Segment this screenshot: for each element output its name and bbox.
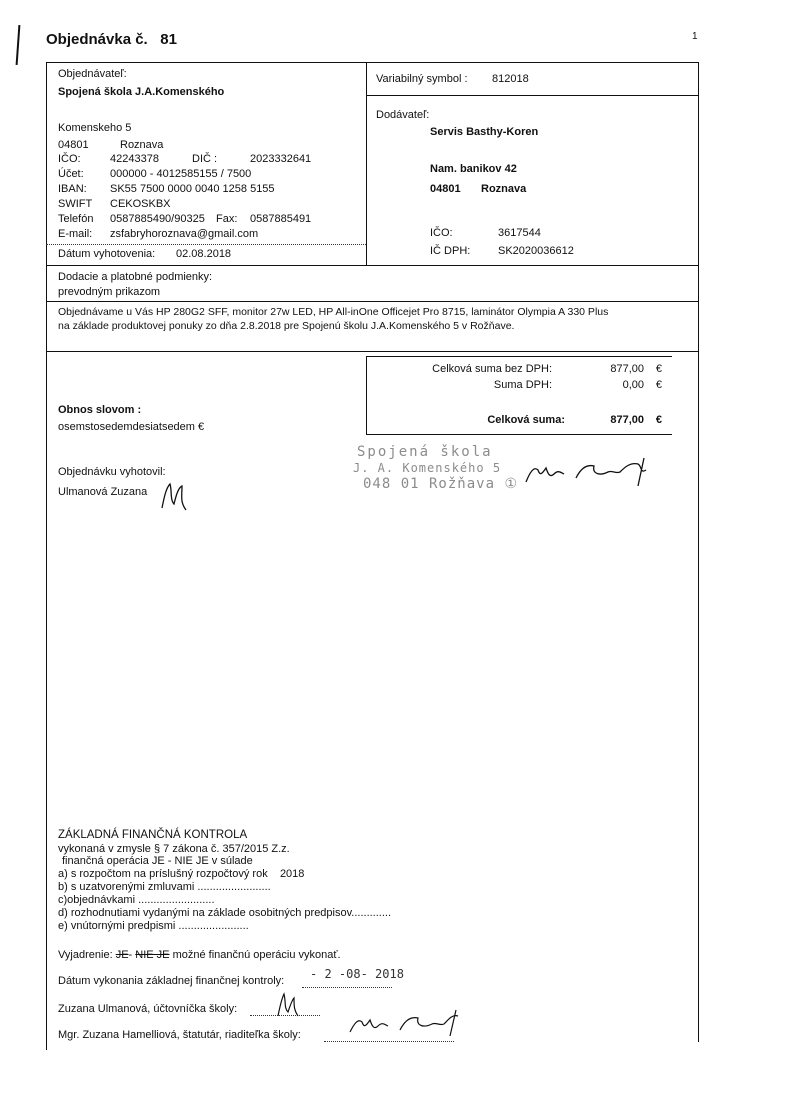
- net-currency: €: [655, 363, 662, 375]
- statement-je: JE: [115, 949, 129, 961]
- control-item-c: c)objednávkami .........................: [58, 894, 215, 906]
- vat-value: 0,00: [622, 379, 644, 391]
- issued-by-label: Objednávku vyhotovil:: [58, 466, 166, 478]
- net-label: Celková suma bez DPH:: [432, 363, 552, 375]
- date-divider: [46, 244, 366, 245]
- total-value: 877,00: [610, 414, 644, 426]
- statement-nie-je: NIE JE: [135, 949, 170, 961]
- frame-left: [46, 62, 47, 1050]
- net-value: 877,00: [610, 363, 644, 375]
- buyer-iban-label: IBAN:: [58, 183, 87, 195]
- statement-separator: -: [128, 949, 133, 961]
- header-divider-vertical: [366, 62, 367, 266]
- frame-top: [46, 62, 699, 63]
- vat-currency: €: [655, 379, 662, 391]
- buyer-account: 000000 - 4012585155 / 7500: [110, 168, 252, 180]
- stamp-mark: ①: [504, 476, 519, 492]
- totals-box: [366, 356, 672, 435]
- supplier-zip: 04801: [430, 183, 461, 195]
- control-item-a-text: a) s rozpočtom na príslušný rozpočtový rok: [58, 868, 268, 880]
- terms-bottom: [46, 301, 699, 302]
- buyer-swift: CEKOSKBX: [110, 198, 171, 210]
- control-item-d: d) rozhodnutiami vydanými na základe osobitných predpisov.............: [58, 907, 392, 919]
- buyer-email-label: E-mail:: [58, 228, 93, 240]
- control-item-a-year: 2018: [279, 868, 305, 880]
- accountant-label: Zuzana Ulmanová, účtovníčka školy:: [58, 1003, 238, 1015]
- issuer-signature: [158, 478, 188, 514]
- accountant-signature: [272, 990, 300, 1020]
- buyer-email: zsfabryhoroznava@gmail.com: [110, 228, 259, 240]
- buyer-swift-label: SWIFT: [58, 198, 93, 210]
- amount-words-value: osemstosedemdesiatsedem €: [58, 421, 205, 433]
- director-signature: [520, 452, 660, 492]
- buyer-name: Spojená škola J.A.Komenského: [58, 86, 225, 98]
- margin-mark: [16, 25, 21, 65]
- total-currency: €: [655, 414, 662, 426]
- control-statement: [58, 949, 341, 961]
- buyer-ico: 42243378: [110, 153, 159, 165]
- control-line-1: vykonaná v zmysle § 7 zákona č. 357/2015 Z.z.: [58, 843, 290, 855]
- stamp-line-3: [353, 476, 518, 492]
- supplier-name: Servis Basthy-Koren: [430, 126, 539, 138]
- description-line-1: Objednávame u Vás HP 280G2 SFF, monitor 27w LED, HP All-inOne Officejet Pro 8715, laminátor Olympia A 330 Plus: [58, 306, 609, 318]
- varsym-bottom: [366, 95, 699, 96]
- control-item-b: b) s uzatvorenými zmluvami ........................: [58, 881, 271, 893]
- issued-by-name: Ulmanová Zuzana: [58, 486, 148, 498]
- issue-date-label: Dátum vyhotovenia:: [58, 248, 156, 260]
- issue-date: 02.08.2018: [176, 248, 232, 260]
- total-row: [367, 414, 672, 430]
- buyer-fax: 0587885491: [250, 213, 312, 225]
- varsym-value: 812018: [492, 73, 529, 85]
- buyer-ico-label: IČO:: [58, 153, 81, 165]
- control-date-value: - 2 -08- 2018: [310, 967, 404, 981]
- vat-row: [367, 379, 672, 395]
- buyer-zip: 04801: [58, 139, 89, 151]
- terms-value: prevodným prikazom: [58, 286, 161, 298]
- buyer-dic: 2023332641: [250, 153, 312, 165]
- control-line-2: finančná operácia JE - NIE JE v súlade: [62, 855, 253, 867]
- description-bottom: [46, 351, 699, 352]
- net-row: [367, 363, 672, 379]
- order-number: 81: [160, 31, 177, 48]
- director-signature-dots: [324, 1041, 454, 1042]
- director-control-signature: [346, 1006, 466, 1040]
- supplier-icdph-label: IČ DPH:: [430, 245, 471, 257]
- page-number: 1: [692, 31, 698, 42]
- varsym-label: Variabilný symbol :: [376, 73, 468, 85]
- control-title: ZÁKLADNÁ FINANČNÁ KONTROLA: [58, 829, 248, 841]
- order-title: [46, 31, 177, 48]
- buyer-account-label: Účet:: [58, 168, 84, 180]
- buyer-phone: 0587885490/90325: [110, 213, 205, 225]
- frame-right: [698, 62, 699, 1042]
- description-line-2: na základe produktovej ponuky zo dňa 2.8.2018 pre Spojenú školu J.A.Komenského 5 v Rožňave.: [58, 320, 515, 332]
- stamp-line-1: Spojená škola: [357, 444, 493, 460]
- control-date-dots: [302, 987, 392, 988]
- statement-label: Vyjadrenie:: [58, 949, 113, 961]
- stamp-line-2: J. A. Komenského 5: [353, 461, 502, 475]
- header-bottom: [46, 265, 699, 266]
- control-item-e: e) vnútornými predpismi .......................: [58, 920, 249, 932]
- school-stamp: [353, 444, 518, 492]
- control-date-label: Dátum vykonania základnej finančnej kontroly:: [58, 975, 285, 987]
- supplier-street: Nam. banikov 42: [430, 163, 517, 175]
- director-label: Mgr. Zuzana Hamelliová, štatutár, riaditeľka školy:: [58, 1029, 301, 1041]
- buyer-dic-label: DIČ :: [192, 153, 218, 165]
- total-label: Celková suma:: [487, 414, 565, 426]
- buyer-fax-label: Fax:: [216, 213, 238, 225]
- amount-words-label: Obnos slovom :: [58, 404, 142, 416]
- order-title-label: Objednávka č.: [46, 31, 148, 48]
- buyer-phone-label: Telefón: [58, 213, 94, 225]
- supplier-city: Roznava: [481, 183, 527, 195]
- statement-text: možné finančnú operáciu vykonať.: [172, 949, 341, 961]
- supplier-icdph: SK2020036612: [498, 245, 574, 257]
- supplier-label: Dodávateľ:: [376, 109, 430, 121]
- control-item-a: [58, 868, 304, 880]
- supplier-ico-label: IČO:: [430, 227, 453, 239]
- buyer-street: Komenskeho 5: [58, 122, 132, 134]
- stamp-address: 048 01 Rožňava: [363, 476, 496, 492]
- buyer-iban: SK55 7500 0000 0040 1258 5155: [110, 183, 275, 195]
- vat-label: Suma DPH:: [493, 379, 552, 391]
- terms-label: Dodacie a platobné podmienky:: [58, 271, 213, 283]
- supplier-ico: 3617544: [498, 227, 541, 239]
- buyer-city: Roznava: [120, 139, 164, 151]
- buyer-label: Objednávateľ:: [58, 68, 127, 80]
